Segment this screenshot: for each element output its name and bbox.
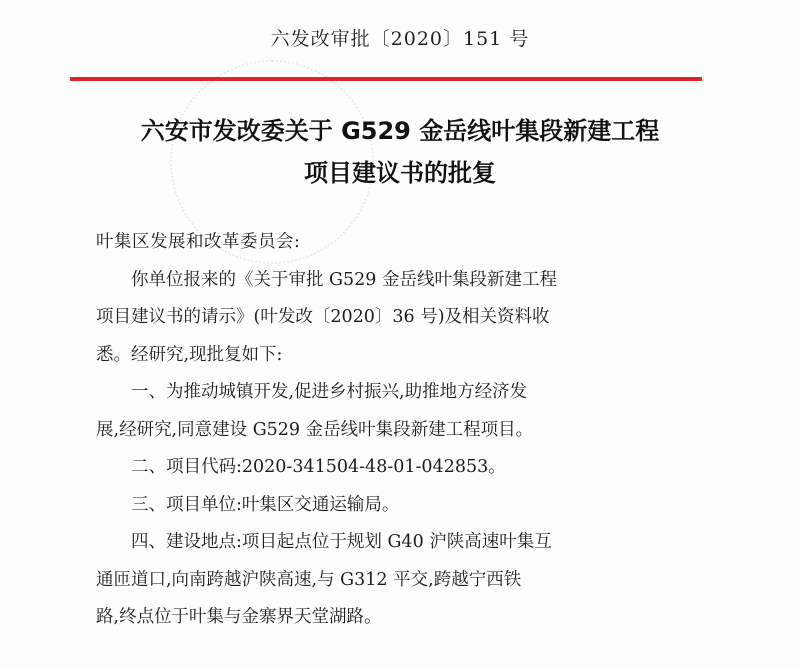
body-paragraph-line: 通匝道口,向南跨越沪陕高速,与 G312 平交,跨越宁西铁 — [96, 569, 522, 590]
document-title-line-2: 项目建议书的批复 — [304, 159, 496, 187]
body-paragraph-line: 悉。经研究,现批复如下: — [96, 344, 283, 365]
document-number: 六发改审批〔2020〕151 号 — [270, 28, 530, 50]
body-paragraph-line: 你单位报来的《关于审批 G529 金岳线叶集段新建工程 — [131, 269, 558, 290]
body-paragraph-line: 一、为推动城镇开发,促进乡村振兴,助推地方经济发 — [131, 382, 528, 402]
body-paragraph-line: 三、项目单位:叶集区交通运输局。 — [131, 494, 400, 515]
body-paragraph-line: 路,终点位于叶集与金寨界天堂湖路。 — [96, 607, 382, 627]
body-paragraph-line: 展,经研究,同意建设 G529 金岳线叶集段新建工程项目。 — [96, 419, 534, 440]
body-paragraph-line: 二、项目代码:2020-341504-48-01-042853。 — [131, 457, 506, 477]
body-paragraph-line: 项目建议书的请示》(叶发改〔2020〕36 号)及相关资料收 — [96, 307, 550, 327]
red-header-rule — [70, 77, 702, 81]
body-paragraph-line: 四、建设地点:项目起点位于规划 G40 沪陕高速叶集互 — [131, 532, 552, 552]
document-title-line-1: 六安市发改委关于 G529 金岳线叶集段新建工程 — [140, 117, 660, 145]
salutation: 叶集区发展和改革委员会: — [96, 232, 301, 252]
document-body — [96, 224, 696, 637]
